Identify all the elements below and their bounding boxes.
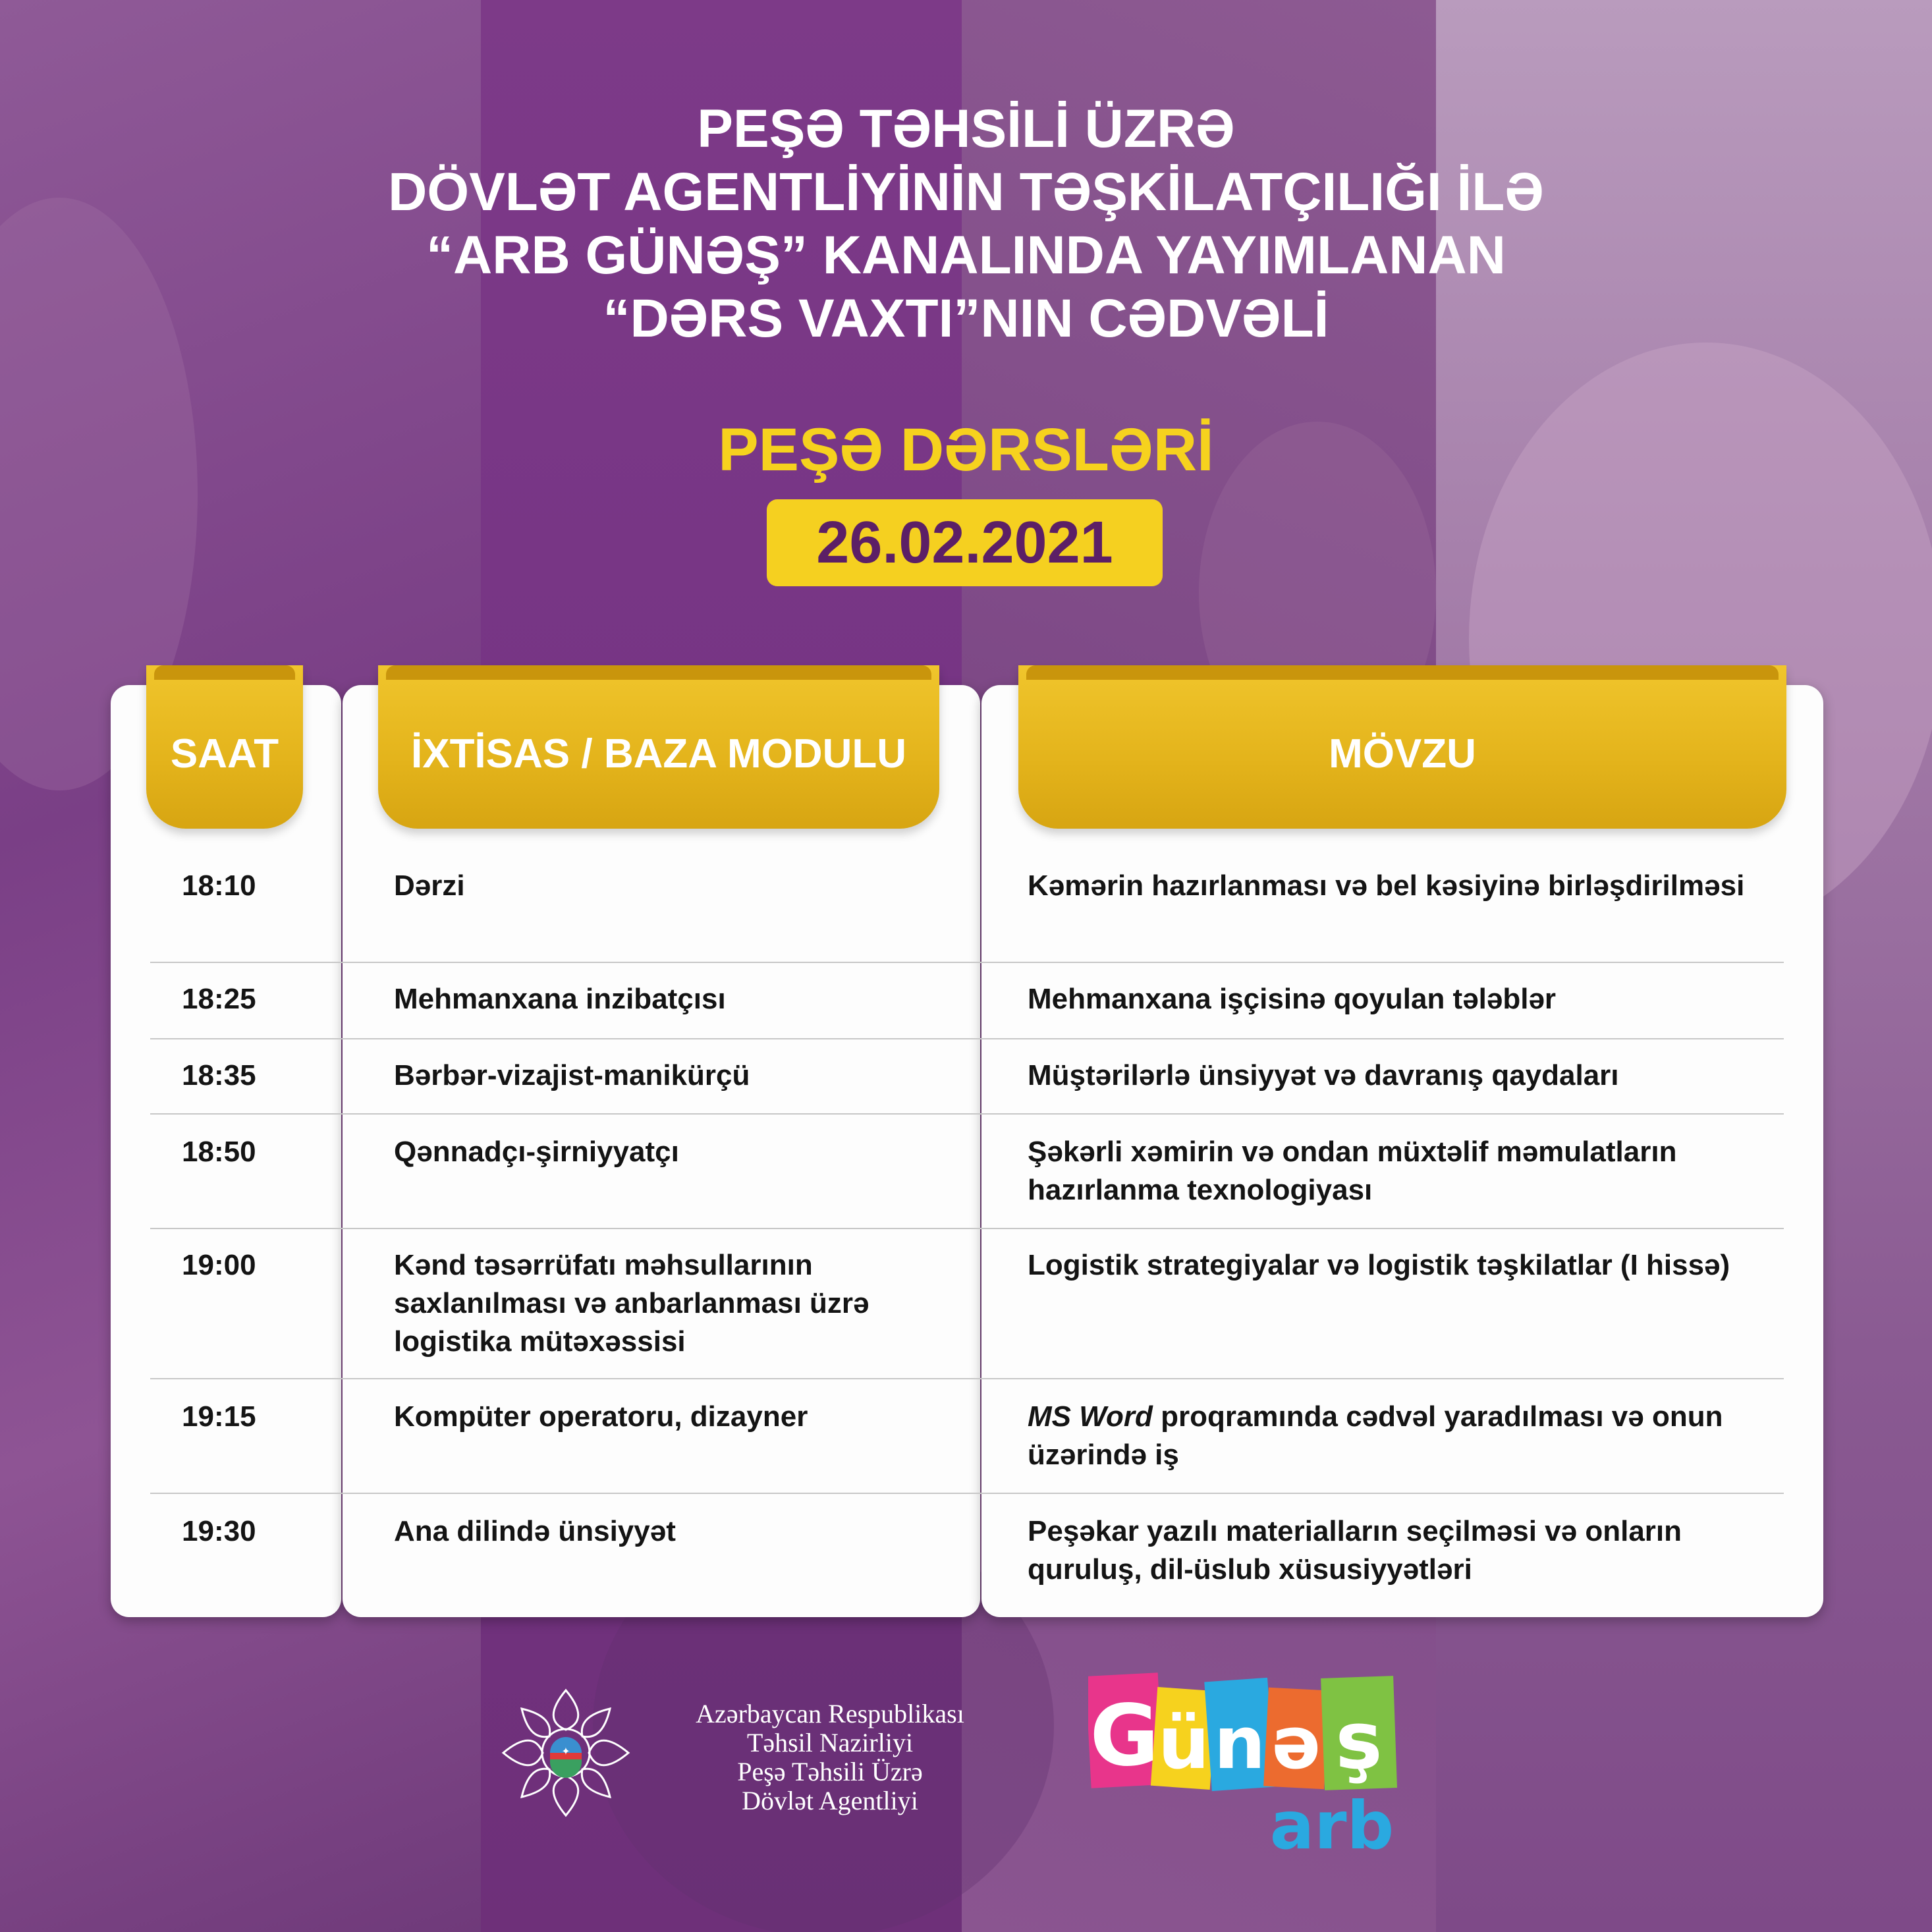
row-specialty: Mehmanxana inzibatçısı [394,983,726,1015]
row-time: 19:15 [182,1400,256,1433]
row-specialty: Kənd təsərrüfatı məhsullarının saxlanılması və anbarlanması üzrə logistika mütəxəssisi [394,1249,869,1358]
row-specialty: Bərbər-vizajist-manikürçü [394,1059,750,1091]
row-time: 19:30 [182,1515,256,1547]
svg-text:ü: ü [1157,1701,1210,1785]
row-divider [150,1228,1784,1229]
row-divider [150,962,1784,963]
row-divider [150,1378,1784,1379]
row-topic: Şəkərli xəmirin və ondan müxtəlif məmulatların hazırlanma texnologiyası [1028,1136,1677,1206]
row-divider [150,1493,1784,1494]
row-topic: Müştərilərlə ünsiyyət və davranış qaydaları [1028,1059,1619,1091]
title-line: DÖVLƏT AGENTLİYİNİN TƏŞKİLATÇILIĞI İLƏ [388,162,1544,222]
ministry-name [652,1699,1008,1815]
page-title [0,97,1932,350]
row-divider [150,1038,1784,1039]
header-time [146,665,303,829]
svg-text:G: G [1090,1687,1159,1785]
row-topic [1028,1398,1765,1474]
row-time: 18:10 [182,869,256,902]
row-divider [150,1113,1784,1115]
subtitle: PEŞƏ DƏRSLƏRİ [718,416,1214,483]
ministry-line: Azərbaycan Respublikası [696,1699,964,1728]
svg-text:✦: ✦ [561,1745,570,1757]
row-topic-italic: MS Word [1028,1400,1153,1433]
date-badge: 26.02.2021 [767,499,1163,586]
row-time: 18:25 [182,983,256,1015]
header-time-label: SAAT [170,731,279,777]
title-line: “ARB GÜNƏŞ” KANALINDA YAYIMLANAN [426,225,1506,285]
row-specialty: Ana dilində ünsiyyət [394,1515,676,1547]
row-topic: Peşəkar yazılı materialların seçilməsi və onların quruluş, dil-üslub xüsusiyyətləri [1028,1515,1682,1586]
row-specialty: Dərzi [394,869,465,902]
row-specialty: Qənnadçı-şirniyyatçı [394,1136,679,1168]
ministry-line: Dövlət Agentliyi [742,1786,918,1815]
gunes-arb-logo [1088,1663,1437,1860]
row-topic: Mehmanxana işçisinə qoyulan tələblər [1028,983,1557,1015]
svg-text:ə: ə [1271,1701,1321,1785]
row-time: 19:00 [182,1249,256,1281]
header-specialty [378,665,939,829]
title-line: PEŞƏ TƏHSİLİ ÜZRƏ [697,99,1235,159]
header-specialty-label: İXTİSAS / BAZA MODULU [410,731,907,777]
row-topic: Kəmərin hazırlanması və bel kəsiyinə birləşdirilməsi [1028,869,1745,902]
svg-text:ş: ş [1335,1696,1383,1787]
row-specialty: Kompüter operatoru, dizayner [394,1400,808,1433]
svg-text:n: n [1213,1701,1266,1785]
ministry-emblem-icon [497,1684,635,1822]
header-topic-label: MÖVZU [1329,731,1476,777]
row-time: 18:50 [182,1136,256,1168]
row-topic: Logistik strategiyalar və logistik təşkilatlar (I hissə) [1028,1249,1730,1281]
svg-text:arb: arb [1269,1787,1394,1860]
row-topic-rest: proqramında cədvəl yaradılması və onun üzərində iş [1028,1400,1723,1471]
row-time: 18:35 [182,1059,256,1091]
ministry-line: Peşə Təhsili Üzrə [737,1757,923,1786]
header-topic [1018,665,1786,829]
ministry-line: Təhsil Nazirliyi [746,1728,914,1757]
title-line: “DƏRS VAXTI”NIN CƏDVƏLİ [603,289,1329,348]
